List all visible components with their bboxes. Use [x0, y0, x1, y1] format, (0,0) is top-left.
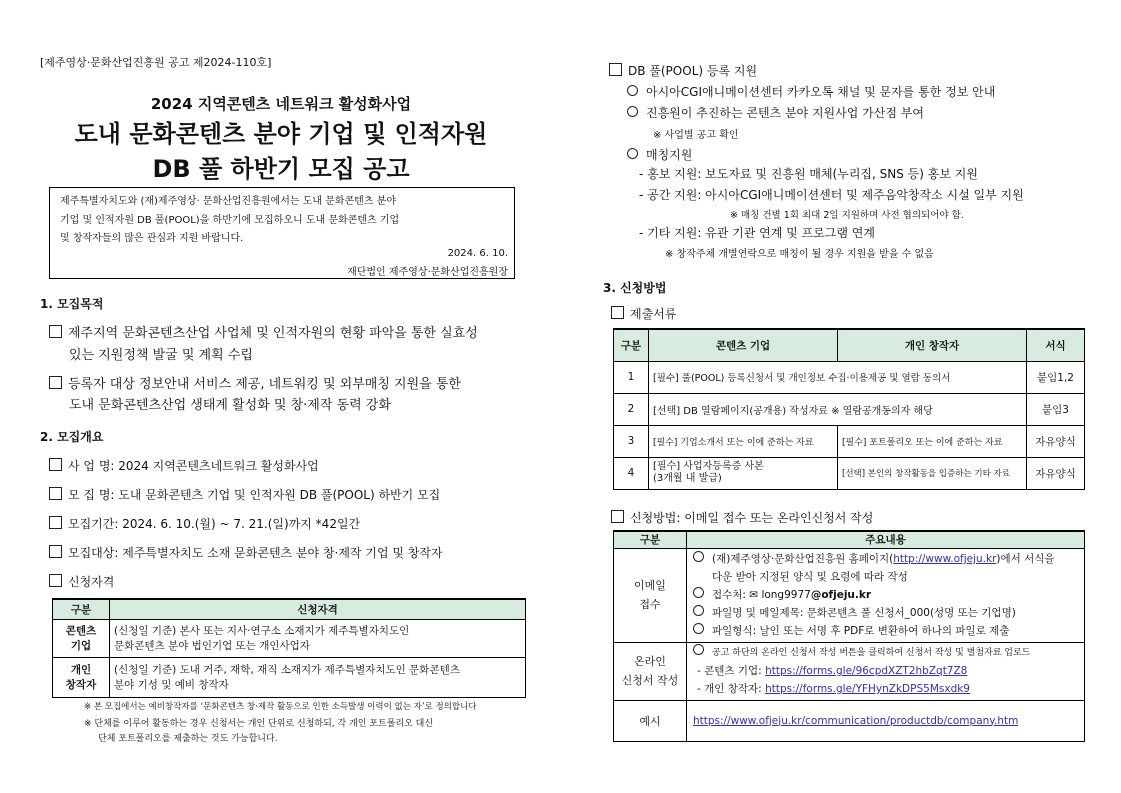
example-link[interactable]: https://www.ofjeju.kr/communication/productdb/company.htm	[693, 714, 1019, 727]
docs-row-form: 붙임1,2	[1027, 361, 1085, 393]
doc-number: [제주영상·문화산업진흥원 공고 제2024-110호]	[40, 56, 272, 69]
section1-item-1	[49, 322, 478, 341]
method-header-content: 주요내용	[687, 531, 1085, 548]
checkbox-square-icon	[611, 306, 624, 319]
docs-row-no: 4	[614, 457, 649, 489]
method-online-label: 온라인 신청서 작성	[614, 642, 687, 700]
db-item-3	[627, 146, 692, 163]
checkbox-square-icon	[49, 574, 62, 587]
note-2: ※ 단체를 이루어 활동하는 경우 신청서는 개인 단위로 신청하되, 각 개인 포트폴리오 대신	[84, 719, 434, 729]
docs-row-form: 자유양식	[1027, 457, 1085, 489]
section1-item-1-text: 제주지역 문화콘텐츠산업 사업체 및 인적자원의 현황 파악을 통한 실효성	[68, 326, 478, 341]
db-support-heading-text: DB 풀(POOL) 등록 지원	[628, 64, 758, 78]
title-line-2: 도내 문화콘텐츠 분야 기업 및 인적자원	[74, 120, 488, 148]
docs-header-form: 서식	[1027, 329, 1085, 361]
section1-item-2-cont: 도내 문화콘텐츠산업 생태계 활성화 및 창·제작 동력 강화	[69, 398, 391, 413]
docs-row-company: [필수] 기업소개서 또는 이에 준하는 자료	[649, 425, 838, 457]
db-item-1-text: 아시아CGI애니메이션센터 카카오톡 채널 및 문자를 통한 정보 안내	[646, 85, 996, 99]
match-item-1: - 홍보 지원: 보도자료 및 진흥원 매체(누리집, SNS 등) 홍보 지원	[639, 167, 978, 181]
method-online-content: 공고 하단의 온라인 신청서 작성 버튼을 클릭하여 신청서 작성 및 별첨자료 업로드 - 콘텐츠 기업: https://forms.gle/96cpdXZT2hbZqt7Z8 - 개인 창작자: https://forms.gle/YFHynZkDPS5Msxdk9	[687, 642, 1085, 700]
db-support-heading	[609, 62, 757, 79]
docs-row-company: [필수] 사업자등록증 사본 (3개월 내 발급)	[649, 457, 838, 489]
docs-row-creator: [필수] 포트폴리오 또는 이에 준하는 자료	[838, 425, 1027, 457]
docs-row-no: 3	[614, 425, 649, 457]
eligibility-row-creator-desc: (신청일 기준) 도내 거주, 재학, 재직 소재지가 제주특별자치도인 문화콘텐츠 분야 기성 및 예비 창작자	[110, 657, 526, 697]
checkbox-square-icon	[609, 63, 622, 76]
overview-item-1-text: 사 업 명: 2024 지역콘텐츠네트워크 활성화사업	[68, 459, 319, 473]
db-item-3-text: 매칭지원	[646, 148, 693, 162]
docs-heading	[611, 305, 676, 322]
checkbox-square-icon	[49, 487, 62, 500]
overview-item-4	[49, 544, 443, 561]
checkbox-square-icon	[611, 510, 624, 523]
homepage-link[interactable]: http://www.ofjeju.kr	[893, 553, 997, 565]
section1-item-2-text: 등록자 대상 정보안내 서비스 제공, 네트워킹 및 외부매칭 지원을 통한	[68, 377, 461, 392]
checkbox-square-icon	[49, 458, 62, 471]
method-heading	[611, 509, 873, 526]
notice-line-3: 및 창작자들의 많은 관심과 지원 바랍니다.	[60, 233, 244, 244]
overview-item-3	[49, 515, 360, 532]
match-item-3: - 기타 지원: 유관 기관 연계 및 프로그램 연계	[639, 226, 875, 240]
notice-issuer: 재단법인 제주영상·문화산업진흥원장	[347, 267, 508, 278]
overview-item-2-text: 모 집 명: 도내 문화콘텐츠 기업 및 인적자원 DB 풀(POOL) 하반기 모집	[68, 488, 441, 502]
eligibility-row-creator-label: 개인 창작자	[53, 657, 110, 697]
db-item-2-text: 진흥원이 추진하는 콘텐츠 분야 지원사업 가산점 부여	[646, 106, 924, 120]
db-item-2-note: ※ 사업별 공고 확인	[653, 130, 739, 141]
section2-heading: 2. 모집개요	[40, 430, 104, 444]
method-example-label: 예시	[614, 700, 687, 741]
overview-item-4-text: 모집대상: 제주특별자치도 소재 문화콘텐츠 분야 창·제작 기업 및 창작자	[68, 546, 443, 560]
checkbox-square-icon	[49, 376, 62, 389]
docs-header-type: 구분	[614, 329, 649, 361]
company-form-link[interactable]: https://forms.gle/96cpdXZT2hbZqt7Z8	[765, 665, 968, 677]
notice-date: 2024. 6. 10.	[447, 248, 508, 259]
eligibility-header-qualification: 신청자격	[110, 599, 526, 619]
docs-row-form: 자유양식	[1027, 425, 1085, 457]
title-line-3: DB 풀 하반기 모집 공고	[152, 155, 410, 183]
checkbox-square-icon	[49, 516, 62, 529]
circle-bullet-icon	[693, 605, 704, 616]
match-item-2-note: ※ 매칭 건별 1회 최대 2일 지원하며 사전 협의되어야 함.	[730, 210, 964, 221]
db-item-1	[627, 83, 995, 100]
circle-bullet-icon	[693, 644, 704, 655]
checkbox-square-icon	[49, 325, 62, 338]
match-item-3-note: ※ 창작주체 개별연락으로 매칭이 될 경우 지원을 받을 수 없음	[665, 249, 934, 260]
method-header-type: 구분	[614, 531, 687, 548]
eligibility-row-company-desc: (신청일 기준) 본사 또는 지사·연구소 소재지가 제주특별자치도인 문화콘텐츠 분야 법인기업 또는 개인사업자	[110, 619, 526, 657]
docs-header-company: 콘텐츠 기업	[649, 329, 838, 361]
overview-item-5	[49, 573, 114, 590]
docs-heading-text: 제출서류	[630, 307, 677, 321]
overview-item-3-text: 모집기간: 2024. 6. 10.(월) ~ 7. 21.(일)까지 *42일간	[68, 517, 361, 531]
method-heading-text: 신청방법: 이메일 접수 또는 온라인신청서 작성	[630, 511, 874, 525]
docs-row-content: [필수] 풀(POOL) 등록신청서 및 개인정보 수집·이용제공 및 열람 동의서	[649, 361, 1027, 393]
method-email-content: (재)제주영상·문화산업진흥원 홈페이지(http://www.ofjeju.kr)에서 서식을 다운 받아 지정된 양식 및 요령에 따라 작성 접수처: ✉ long9977@ofjeju.kr 파일명 및 메일제목: 문화콘텐츠 풀 신청서_000(성명 또는 기업명) 파일형식: 날인 또는 서명 후 PDF로 변환하여 하나의 파일로 제출	[687, 548, 1085, 642]
creator-form-link[interactable]: https://forms.gle/YFHynZkDPS5Msxdk9	[765, 683, 970, 695]
docs-row-no: 1	[614, 361, 649, 393]
overview-item-5-text: 신청자격	[68, 575, 115, 589]
notice-line-2: 기업 및 인적자원 DB 풀(POOL)을 하반기에 모집하오니 도내 문화콘텐츠 기업	[60, 215, 400, 226]
circle-bullet-icon	[693, 551, 704, 562]
section1-item-1-cont: 있는 지원정책 발굴 및 계획 수립	[69, 348, 253, 363]
circle-bullet-icon	[627, 106, 638, 117]
docs-row-no: 2	[614, 393, 649, 425]
method-email-label: 이메일 접수	[614, 548, 687, 642]
eligibility-row-company-label: 콘텐츠 기업	[53, 619, 110, 657]
circle-bullet-icon	[693, 587, 704, 598]
note-2-cont: 단체 포트폴리오를 제출하는 것도 가능합니다.	[98, 734, 278, 744]
docs-row-creator: [선택] 본인의 창작활동을 입증하는 기타 자료	[838, 457, 1027, 489]
notice-box	[49, 187, 515, 279]
checkbox-square-icon	[49, 545, 62, 558]
eligibility-table	[52, 598, 526, 698]
docs-header-creator: 개인 창작자	[838, 329, 1027, 361]
circle-bullet-icon	[627, 148, 638, 159]
docs-row-content: [선택] DB 열람페이지(공개용) 작성자료 ※ 열람공개동의자 해당	[649, 393, 1027, 425]
overview-item-2	[49, 486, 440, 503]
match-item-2: - 공간 지원: 아시아CGI애니메이션센터 및 제주음악창작소 시설 일부 지원	[639, 188, 1024, 202]
method-example-content	[687, 700, 1085, 741]
section1-heading: 1. 모집목적	[40, 297, 104, 311]
circle-bullet-icon	[627, 85, 638, 96]
note-1: ※ 본 모집에서는 예비창작자를 ‘문화콘텐츠 창·제작 활동으로 인한 소득발생 이력이 없는 자’로 정의합니다	[84, 702, 477, 712]
db-item-2	[627, 104, 924, 121]
title-line-1: 2024 지역콘텐츠 네트워크 활성화사업	[150, 95, 412, 113]
circle-bullet-icon	[693, 623, 704, 634]
notice-line-1: 제주특별자치도와 (재)제주영상· 문화산업진흥원에서는 도내 문화콘텐츠 분야	[60, 196, 396, 207]
documents-table	[613, 328, 1085, 490]
docs-row-form: 붙임3	[1027, 393, 1085, 425]
section3-heading: 3. 신청방법	[603, 281, 667, 295]
method-table	[613, 530, 1085, 742]
overview-item-1	[49, 457, 319, 474]
email-address[interactable]: 접수처: ✉ long9977	[712, 589, 811, 601]
section1-item-2	[49, 373, 461, 392]
eligibility-header-type: 구분	[53, 599, 110, 619]
